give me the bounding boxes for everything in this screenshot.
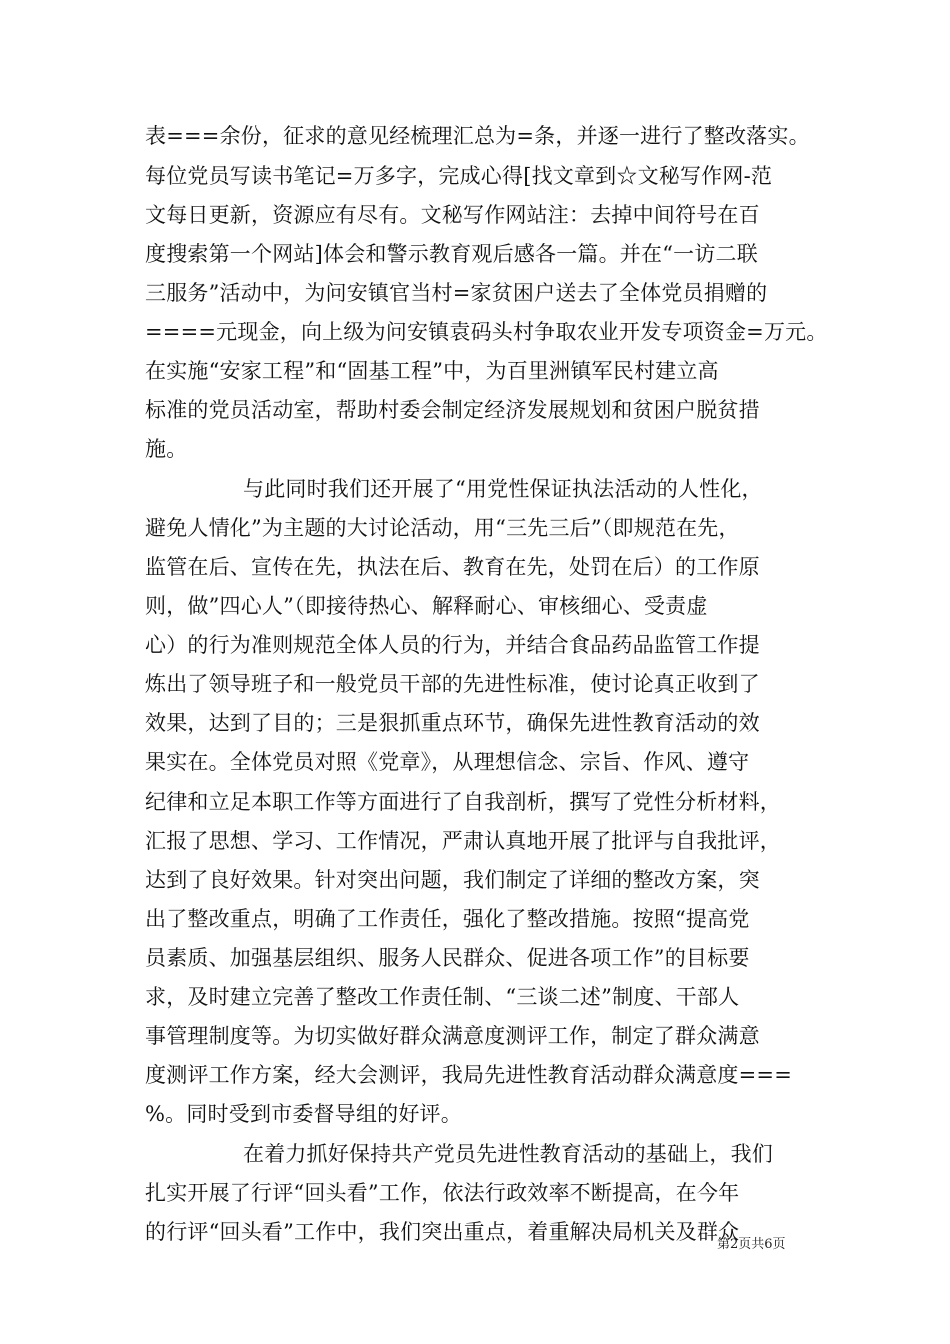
body-text-line: 度测评工作方案，经大会测评，我局先进性教育活动群众满意度=== (145, 1063, 792, 1087)
body-text-line: 标准的党员活动室，帮助村委会制定经济发展规划和贫困户脱贫措 (145, 398, 760, 422)
body-text-line: 扎实开展了行评“回头看”工作，依法行政效率不断提高，在今年 (145, 1181, 740, 1205)
body-text-line: 达到了良好效果。针对突出问题，我们制定了详细的整改方案，突 (145, 868, 760, 892)
body-text-line: 监管在后、宣传在先，执法在后、教育在先，处罚在后）的工作原 (145, 555, 760, 579)
body-text-line: %。同时受到市委督导组的好评。 (145, 1102, 462, 1126)
paragraph-start-line: 在着力抓好保持共产党员先进性教育活动的基础上，我们 (243, 1142, 773, 1166)
body-text-line: 求，及时建立完善了整改工作责任制、“三谈二述”制度、干部人 (145, 985, 740, 1009)
body-text-line: 出了整改重点，明确了工作责任，强化了整改措施。按照“提高党 (145, 907, 750, 931)
body-text-line: 在实施“安家工程”和“固基工程”中，为百里洲镇军民村建立高 (145, 359, 719, 383)
body-text-line: 汇报了思想、学习、工作情况，严肃认真地开展了批评与自我批评， (145, 829, 781, 853)
body-text-line: 事管理制度等。为切实做好群众满意度测评工作，制定了群众满意 (145, 1024, 760, 1048)
body-text-line: 表===余份，征求的意见经梳理汇总为=条，并逐一进行了整改落实。 (145, 124, 810, 148)
body-text-line: 效果，达到了目的；三是狠抓重点环节，确保先进性教育活动的效 (145, 711, 760, 735)
body-text-line: 则，做”四心人”（即接待热心、解释耐心、审核细心、受责虚 (145, 594, 708, 618)
body-text-line: 施。 (145, 437, 188, 461)
body-text-line: 员素质、加强基层组织、服务人民群众、促进各项工作”的目标要 (145, 946, 750, 970)
body-text-line: 果实在。全体党员对照《党章》，从理想信念、宗旨、作风、遵守 (145, 750, 750, 774)
body-text-line: 每位党员写读书笔记=万多字，完成心得[找文章到☆文秘写作网-范 (145, 164, 773, 188)
paragraph-start-line: 与此同时我们还开展了“用党性保证执法活动的人性化， (243, 477, 763, 501)
body-text-line: 避免人情化”为主题的大讨论活动，用“三先三后”（即规范在先， (145, 516, 740, 540)
body-text-line: ====元现金，向上级为问安镇袁码头村争取农业开发专项资金=万元。 (145, 320, 828, 344)
body-text-line: 心）的行为准则规范全体人员的行为，并结合食品药品监管工作提 (145, 633, 760, 657)
body-text-line: 炼出了领导班子和一般党员干部的先进性标准，使讨论真正收到了 (145, 672, 760, 696)
body-text-line: 三服务”活动中，为问安镇官当村=家贫困户送去了全体党员捐赠的 (145, 281, 768, 305)
page-number-footer: 第2页共6页 (717, 1237, 786, 1252)
body-text-line: 文每日更新，资源应有尽有。文秘写作网站注：去掉中间符号在百 (145, 203, 760, 227)
body-text-line: 纪律和立足本职工作等方面进行了自我剖析，撰写了党性分析材料， (145, 790, 781, 814)
body-text-line: 度搜索第一个网站]体会和警示教育观后感各一篇。并在“一访二联 (145, 242, 758, 266)
body-text-line: 的行评“回头看”工作中，我们突出重点，着重解决局机关及群众 (145, 1220, 740, 1244)
